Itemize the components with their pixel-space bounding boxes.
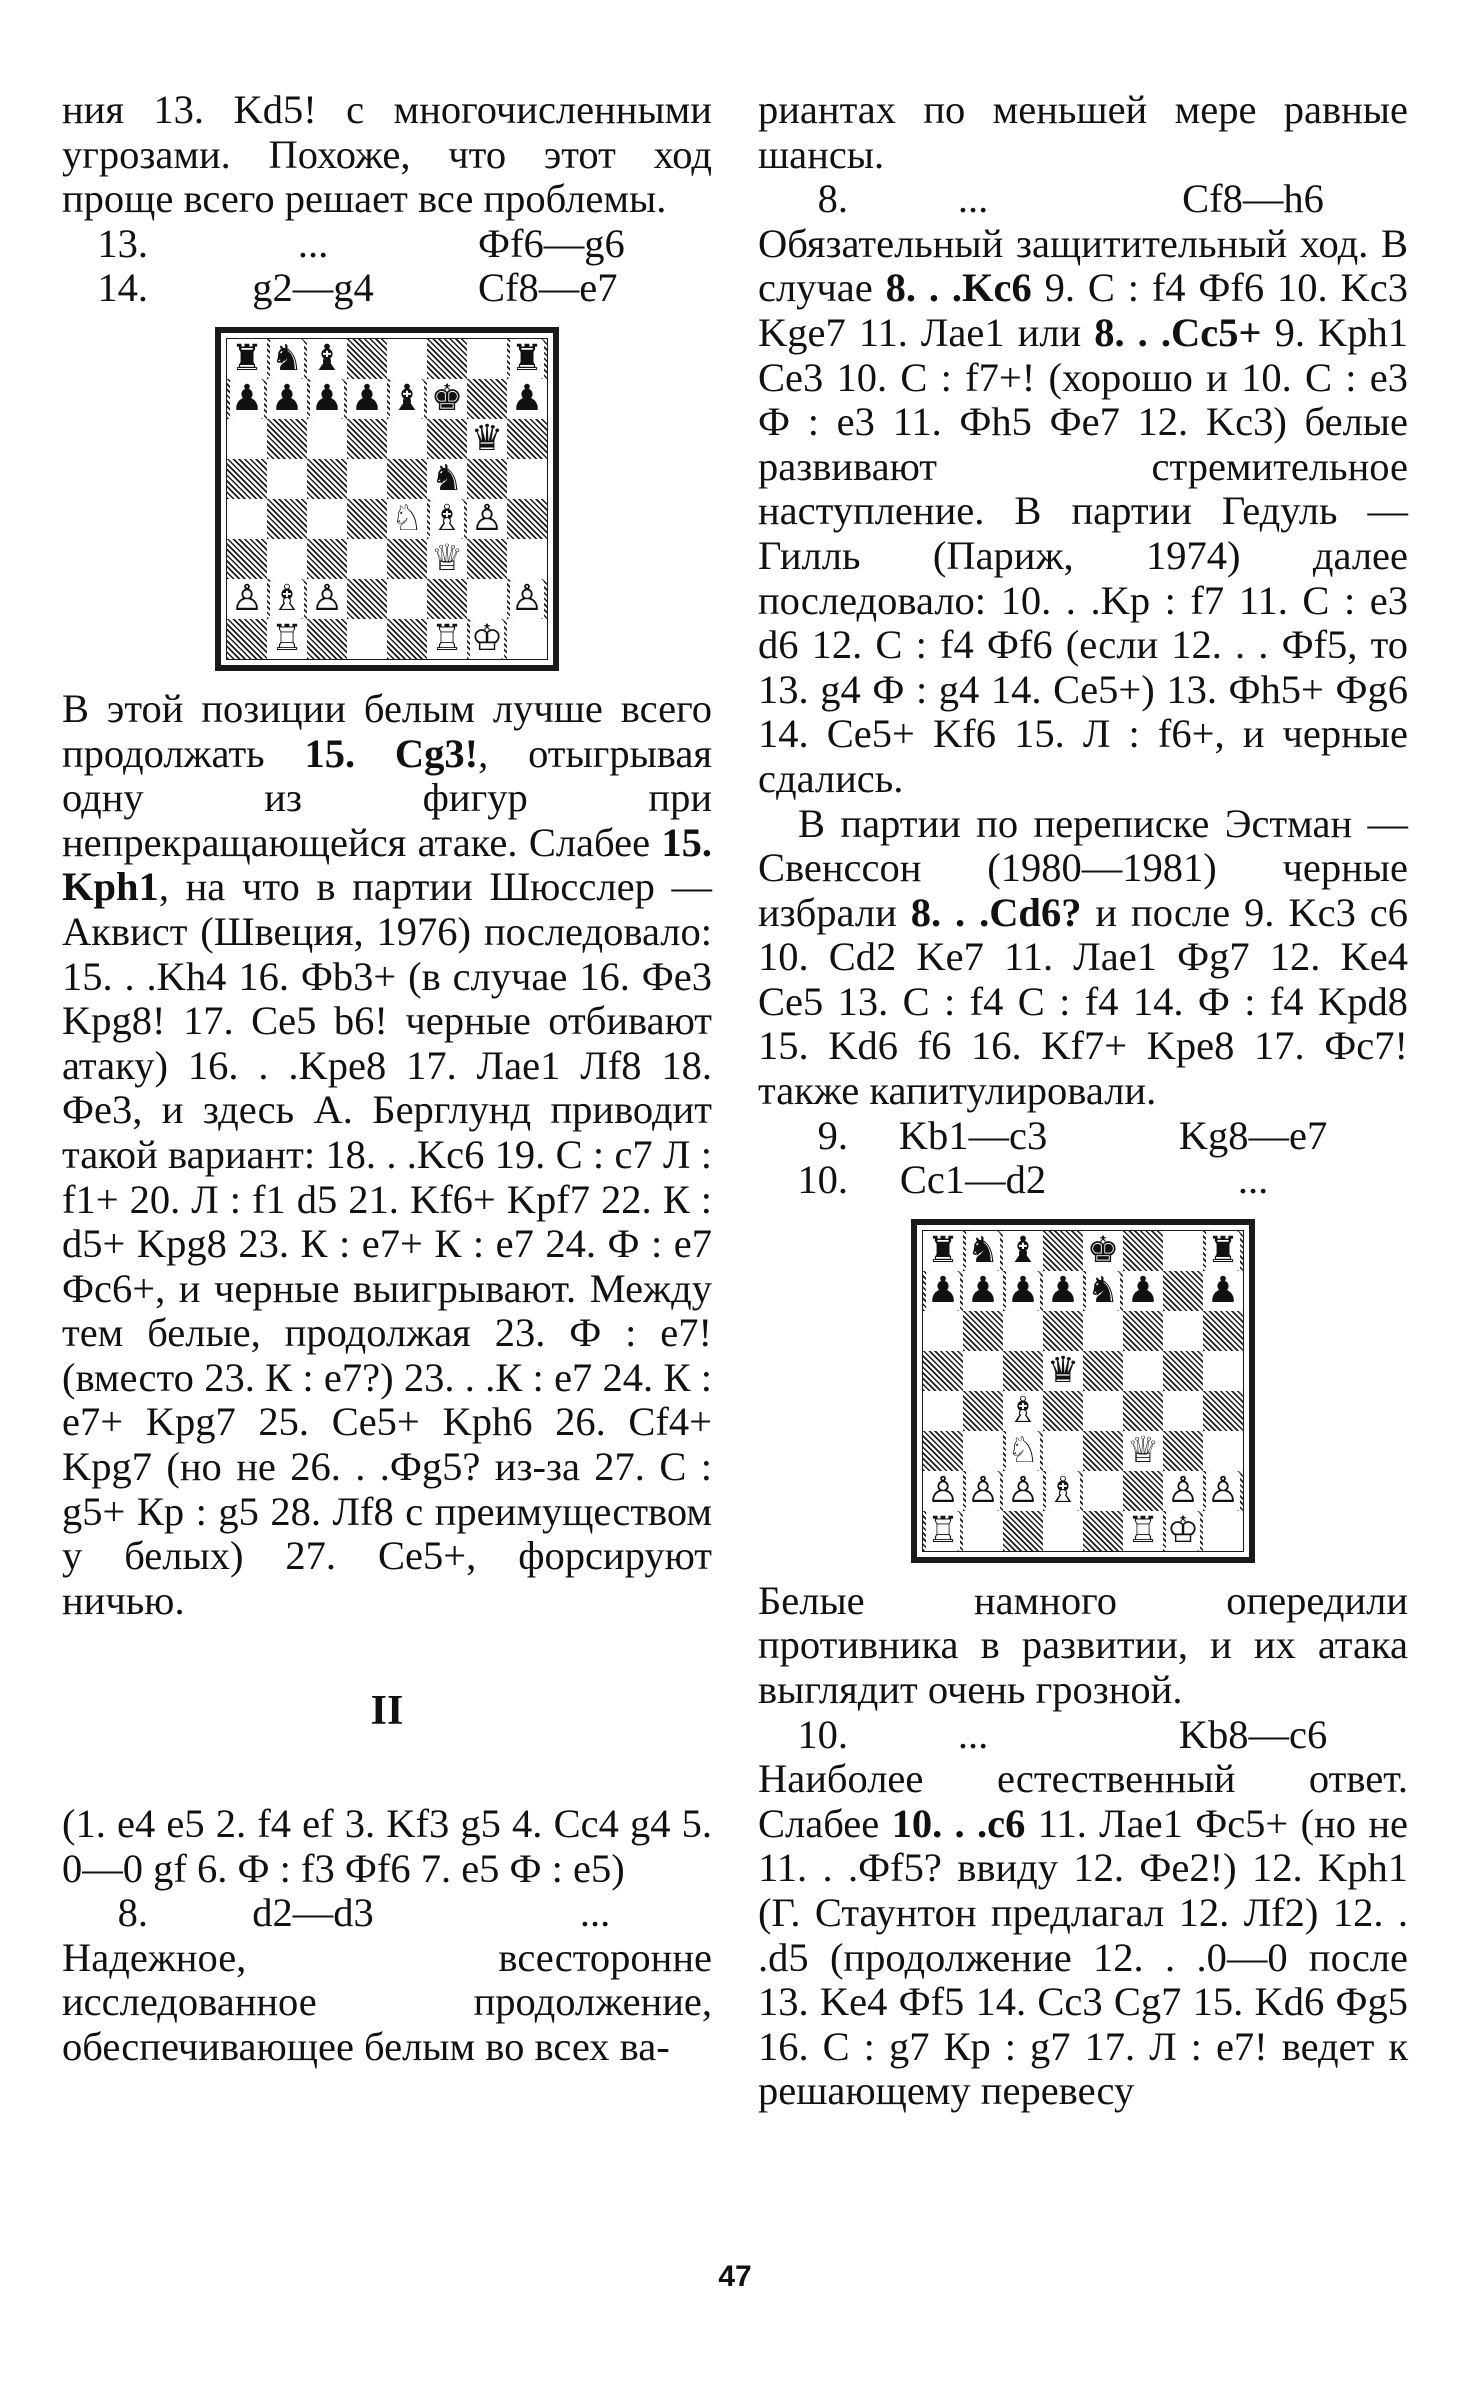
square-f2 xyxy=(427,579,467,619)
square-h7 xyxy=(507,379,547,419)
square-g1 xyxy=(467,619,507,659)
square-f3 xyxy=(1123,1431,1163,1471)
square-h1 xyxy=(1203,1511,1243,1551)
square-d6 xyxy=(1043,1311,1083,1351)
square-b3 xyxy=(267,539,307,579)
white-move: g2—g4 xyxy=(252,265,374,311)
square-d4 xyxy=(347,499,387,539)
square-g3 xyxy=(1163,1431,1203,1471)
square-g2 xyxy=(467,579,507,619)
square-a8 xyxy=(227,339,267,379)
text: и после 9. Kc3 c6 10. Cd2 Ke7 11. Лae1 Фg7 12. Ke4 Ce5 13. С : f4 С : f4 14. Ф : f4 Kpd8 15. Kd6 f6 16. Kf7+ Kpe8 17. Фc7! также капитулировали. xyxy=(758,889,1408,1114)
bold-move: 10. . .c6 xyxy=(891,1800,1026,1846)
square-f2 xyxy=(1123,1471,1163,1511)
square-b4 xyxy=(267,499,307,539)
square-a7 xyxy=(227,379,267,419)
square-e8 xyxy=(387,339,427,379)
black-queen-icon: ♛ xyxy=(1046,1349,1080,1391)
square-c1 xyxy=(1003,1511,1043,1551)
black-move: Kb8—c6 xyxy=(1178,1711,1328,1757)
square-f5 xyxy=(1123,1351,1163,1391)
text: 9. Kph1 Ce3 10. С : f7+! (хорошо и 10. С : e3 Ф : e3 11. Фh5 Фe7 12. Kc3) белые развивают стремительное наступление. В партии Гедуль — Гилль (Париж, 1974) далее последовало: 10. . .Kp : f7 11. С : e3 d6 12. С : f4 Фf6 (если 12. . . Фf5, то 13. g4 Ф : g4 14. Ce5+) 13. Фh5+ Фg6 14. Ce5+ Kf6 15. Л : f6+, и черные сдались. xyxy=(758,309,1409,801)
square-c4 xyxy=(1003,1391,1043,1431)
square-a1 xyxy=(923,1511,963,1551)
square-d1 xyxy=(347,619,387,659)
white-rook-icon: ♖ xyxy=(270,617,304,659)
white-pawn-icon: ♙ xyxy=(1166,1469,1200,1511)
black-pawn-icon: ♟ xyxy=(1006,1269,1040,1311)
square-c5 xyxy=(1003,1351,1043,1391)
section-heading: II xyxy=(370,1688,404,1735)
chess-diagram-wrap xyxy=(62,327,712,671)
square-e4 xyxy=(1083,1391,1123,1431)
square-b6 xyxy=(267,419,307,459)
white-pawn-icon: ♙ xyxy=(310,577,344,619)
square-h1 xyxy=(507,619,547,659)
bold-move: 15. Kph1 xyxy=(62,819,712,910)
square-f3 xyxy=(427,539,467,579)
square-g5 xyxy=(467,459,507,499)
square-c2 xyxy=(1003,1471,1043,1511)
square-b5 xyxy=(963,1351,1003,1391)
paragraph xyxy=(758,222,1408,802)
square-g5 xyxy=(1163,1351,1203,1391)
black-knight-icon: ♞ xyxy=(430,457,464,499)
chess-board xyxy=(226,338,548,660)
white-pawn-icon: ♙ xyxy=(230,577,264,619)
right-column xyxy=(758,88,1408,2114)
chess-board xyxy=(922,1230,1244,1552)
black-knight-icon: ♞ xyxy=(966,1229,1000,1271)
white-king-icon: ♔ xyxy=(470,617,504,659)
black-rook-icon: ♜ xyxy=(230,337,264,379)
square-f1 xyxy=(1123,1511,1163,1551)
text: Наиболее естественный ответ. Слабее xyxy=(758,1756,1408,1846)
square-e6 xyxy=(387,419,427,459)
bold-move: 8. . .Kc6 xyxy=(885,265,1032,311)
square-c6 xyxy=(307,419,347,459)
black-move: Kg8—e7 xyxy=(1178,1112,1328,1158)
square-d8 xyxy=(347,339,387,379)
white-queen-icon: ♕ xyxy=(430,537,464,579)
move-line xyxy=(758,1158,1408,1203)
square-c8 xyxy=(307,339,347,379)
paragraph: Надежное, всесторонне исследованное продолжение, обеспечивающее белым во всех ва- xyxy=(62,1934,712,2069)
square-f7 xyxy=(427,379,467,419)
square-c1 xyxy=(307,619,347,659)
white-pawn-icon: ♙ xyxy=(1006,1469,1040,1511)
square-d4 xyxy=(1043,1391,1083,1431)
square-h2 xyxy=(1203,1471,1243,1511)
black-move: ... xyxy=(579,1890,611,1936)
white-bishop-icon: ♗ xyxy=(1006,1389,1040,1431)
square-d7 xyxy=(1043,1271,1083,1311)
chess-diagram-1 xyxy=(215,327,559,671)
white-move: Kb1—c3 xyxy=(898,1112,1048,1158)
black-move: Cf8—h6 xyxy=(1182,176,1324,222)
white-knight-icon: ♘ xyxy=(390,497,424,539)
white-bishop-icon: ♗ xyxy=(1046,1469,1080,1511)
square-e6 xyxy=(1083,1311,1123,1351)
paragraph: Белые намного опередили противника в развитии, и их атака выглядит очень грозной. xyxy=(758,1577,1408,1713)
square-b5 xyxy=(267,459,307,499)
text: В этой позиции белым лучше всего продолжать xyxy=(62,685,712,776)
black-pawn-icon: ♟ xyxy=(1206,1269,1240,1311)
white-move: ... xyxy=(957,1711,989,1757)
square-g4 xyxy=(1163,1391,1203,1431)
white-rook-icon: ♖ xyxy=(430,617,464,659)
square-d7 xyxy=(347,379,387,419)
square-d2 xyxy=(347,579,387,619)
black-rook-icon: ♜ xyxy=(510,337,544,379)
move-number: 8. xyxy=(817,176,848,222)
black-move: Фf6—g6 xyxy=(478,220,625,266)
square-h4 xyxy=(1203,1391,1243,1431)
square-b6 xyxy=(963,1311,1003,1351)
black-pawn-icon: ♟ xyxy=(1126,1269,1160,1311)
black-queen-icon: ♛ xyxy=(470,417,504,459)
bold-move: 8. . .Cd6? xyxy=(910,889,1082,935)
square-e1 xyxy=(1083,1511,1123,1551)
square-f4 xyxy=(427,499,467,539)
paragraph: (1. e4 e5 2. f4 ef 3. Kf3 g5 4. Cc4 g4 5. 0—0 gf 6. Ф : f3 Фf6 7. e5 Ф : e5) xyxy=(62,1801,712,1891)
chess-diagram-2 xyxy=(911,1219,1255,1563)
black-pawn-icon: ♟ xyxy=(966,1269,1000,1311)
left-column xyxy=(62,88,712,2070)
white-pawn-icon: ♙ xyxy=(966,1469,1000,1511)
square-d8 xyxy=(1043,1231,1083,1271)
square-d5 xyxy=(1043,1351,1083,1391)
square-d3 xyxy=(1043,1431,1083,1471)
square-a2 xyxy=(923,1471,963,1511)
square-b8 xyxy=(963,1231,1003,1271)
square-e1 xyxy=(387,619,427,659)
square-f6 xyxy=(1123,1311,1163,1351)
square-g2 xyxy=(1163,1471,1203,1511)
square-d6 xyxy=(347,419,387,459)
square-h2 xyxy=(507,579,547,619)
black-king-icon: ♚ xyxy=(430,377,464,419)
square-e5 xyxy=(387,459,427,499)
white-move: d2—d3 xyxy=(252,1890,374,1936)
square-e8 xyxy=(1083,1231,1123,1271)
white-bishop-icon: ♗ xyxy=(430,497,464,539)
white-pawn-icon: ♙ xyxy=(510,577,544,619)
square-h5 xyxy=(507,459,547,499)
square-a1 xyxy=(227,619,267,659)
black-pawn-icon: ♟ xyxy=(310,377,344,419)
square-b1 xyxy=(267,619,307,659)
square-g1 xyxy=(1163,1511,1203,1551)
square-g7 xyxy=(1163,1271,1203,1311)
square-h3 xyxy=(1203,1431,1243,1471)
move-number: 13. xyxy=(97,220,148,266)
square-d3 xyxy=(347,539,387,579)
square-g8 xyxy=(467,339,507,379)
move-line xyxy=(62,222,712,267)
paragraph: риантах по меньшей мере равные шансы. xyxy=(758,87,1408,177)
paragraph xyxy=(62,687,712,1623)
square-e4 xyxy=(387,499,427,539)
square-h8 xyxy=(1203,1231,1243,1271)
square-g6 xyxy=(1163,1311,1203,1351)
square-b1 xyxy=(963,1511,1003,1551)
square-h5 xyxy=(1203,1351,1243,1391)
black-move: Cf8—e7 xyxy=(478,265,618,311)
paragraph xyxy=(758,1757,1408,2114)
white-move: ... xyxy=(297,220,329,266)
black-knight-icon: ♞ xyxy=(270,337,304,379)
square-c5 xyxy=(307,459,347,499)
square-d5 xyxy=(347,459,387,499)
square-e3 xyxy=(387,539,427,579)
black-pawn-icon: ♟ xyxy=(230,377,264,419)
square-f1 xyxy=(427,619,467,659)
square-c3 xyxy=(307,539,347,579)
square-b2 xyxy=(963,1471,1003,1511)
square-b8 xyxy=(267,339,307,379)
square-f8 xyxy=(1123,1231,1163,1271)
white-move: ... xyxy=(957,176,989,222)
text: 9. С : f4 Фf6 10. Kc3 Kge7 11. Лae1 или xyxy=(758,265,1408,355)
black-rook-icon: ♜ xyxy=(926,1229,960,1271)
text: 11. Лae1 Фc5+ (но не 11. . .Фf5? ввиду 12. Фe2!) 12. Kph1 (Г. Стаунтон предлагал 12. Лf2) 12. . .d5 (продолжение 12. . .0—0 после 13. Ke4 Фf5 14. Cc3 Cg7 15. Kd6 Фg5 16. С : g7 Кр : g7 17. Л : e7! ведет к решающему перевесу xyxy=(758,1800,1408,2114)
white-bishop-icon: ♗ xyxy=(270,577,304,619)
white-king-icon: ♔ xyxy=(1166,1509,1200,1551)
square-h8 xyxy=(507,339,547,379)
white-rook-icon: ♖ xyxy=(926,1509,960,1551)
move-number: 14. xyxy=(97,265,148,311)
square-f6 xyxy=(427,419,467,459)
square-a7 xyxy=(923,1271,963,1311)
black-knight-icon: ♞ xyxy=(1086,1269,1120,1311)
square-a6 xyxy=(923,1311,963,1351)
page-number: 47 xyxy=(718,2260,752,2293)
square-b7 xyxy=(963,1271,1003,1311)
square-c8 xyxy=(1003,1231,1043,1271)
square-f4 xyxy=(1123,1391,1163,1431)
square-a4 xyxy=(923,1391,963,1431)
move-line xyxy=(758,177,1408,222)
square-a6 xyxy=(227,419,267,459)
text: В партии по переписке Эстман — Свенссон (1980—1981) черные избрали xyxy=(758,800,1408,935)
black-bishop-icon: ♝ xyxy=(1006,1229,1040,1271)
white-pawn-icon: ♙ xyxy=(926,1469,960,1511)
white-rook-icon: ♖ xyxy=(1126,1509,1160,1551)
white-pawn-icon: ♙ xyxy=(470,497,504,539)
white-pawn-icon: ♙ xyxy=(1206,1469,1240,1511)
black-pawn-icon: ♟ xyxy=(510,377,544,419)
move-number: 10. xyxy=(797,1711,848,1757)
square-h3 xyxy=(507,539,547,579)
square-f7 xyxy=(1123,1271,1163,1311)
square-b2 xyxy=(267,579,307,619)
paragraph xyxy=(758,802,1408,1114)
white-knight-icon: ♘ xyxy=(1006,1429,1040,1471)
square-d1 xyxy=(1043,1511,1083,1551)
square-e2 xyxy=(387,579,427,619)
square-a2 xyxy=(227,579,267,619)
black-bishop-icon: ♝ xyxy=(390,377,424,419)
black-king-icon: ♚ xyxy=(1086,1229,1120,1271)
square-f5 xyxy=(427,459,467,499)
square-a5 xyxy=(923,1351,963,1391)
square-e5 xyxy=(1083,1351,1123,1391)
white-queen-icon: ♕ xyxy=(1126,1429,1160,1471)
black-pawn-icon: ♟ xyxy=(270,377,304,419)
square-h4 xyxy=(507,499,547,539)
square-b3 xyxy=(963,1431,1003,1471)
black-pawn-icon: ♟ xyxy=(350,377,384,419)
square-e3 xyxy=(1083,1431,1123,1471)
square-h7 xyxy=(1203,1271,1243,1311)
text: , на что в партии Шюсслер — Аквист (Швеция, 1976) последовало: 15. . .Kh4 16. Фb3+ (в случае 16. Фe3 Kpg8! 17. Ce5 b6! черные отбивают атаку) 16. . .Kpe8 17. Лae1 Лf8 18. Фe3, и здесь А. Берглунд приводит такой вариант: 18. . .Kc6 19. С : c7 Л : f1+ 20. Л : f1 d5 21. Kf6+ Kpf7 22. К : d5+ Kpg8 23. К : e7+ К : e7 24. Ф : e7 Фc6+, и черные выигрывают. Между тем белые, продолжая 23. Ф : e7! (вместо 23. К : e7?) 23. . .К : e7 24. К : e7+ Kpg7 25. Ce5+ Kph6 26. Cf4+ Kpg7 (но не 26. . .Фg5? из-за 27. С : g5+ Кр : g5 28. Лf8 с преимуществом у белых) 27. Ce5+, форсируют ничью. xyxy=(62,864,712,1623)
square-a4 xyxy=(227,499,267,539)
square-c6 xyxy=(1003,1311,1043,1351)
square-e2 xyxy=(1083,1471,1123,1511)
square-a3 xyxy=(923,1431,963,1471)
black-pawn-icon: ♟ xyxy=(1046,1269,1080,1311)
square-c2 xyxy=(307,579,347,619)
chess-diagram-wrap xyxy=(758,1219,1408,1563)
square-h6 xyxy=(1203,1311,1243,1351)
white-move: Cc1—d2 xyxy=(899,1157,1047,1203)
black-rook-icon: ♜ xyxy=(1206,1229,1240,1271)
bold-move: 8. . .Cc5+ xyxy=(1094,309,1262,355)
black-pawn-icon: ♟ xyxy=(926,1269,960,1311)
bold-move: 15. Cg3! xyxy=(304,730,479,776)
square-g8 xyxy=(1163,1231,1203,1271)
square-g3 xyxy=(467,539,507,579)
square-g4 xyxy=(467,499,507,539)
square-b7 xyxy=(267,379,307,419)
move-line xyxy=(758,1114,1408,1159)
square-c7 xyxy=(1003,1271,1043,1311)
square-a3 xyxy=(227,539,267,579)
square-a8 xyxy=(923,1231,963,1271)
square-e7 xyxy=(1083,1271,1123,1311)
move-line xyxy=(758,1713,1408,1758)
square-e7 xyxy=(387,379,427,419)
square-d2 xyxy=(1043,1471,1083,1511)
move-line xyxy=(62,266,712,311)
black-bishop-icon: ♝ xyxy=(310,337,344,379)
square-c4 xyxy=(307,499,347,539)
square-g7 xyxy=(467,379,507,419)
text: Обязательный защитительный ход. В случае xyxy=(758,220,1408,311)
move-number: 8. xyxy=(117,1890,148,1936)
square-c7 xyxy=(307,379,347,419)
square-c3 xyxy=(1003,1431,1043,1471)
square-f8 xyxy=(427,339,467,379)
square-b4 xyxy=(963,1391,1003,1431)
move-line xyxy=(62,1891,712,1936)
square-g6 xyxy=(467,419,507,459)
move-number: 9. xyxy=(817,1112,848,1158)
move-number: 10. xyxy=(797,1157,848,1203)
text: , отыгрывая одну из фигур при непрекращающейся атаке. Слабее xyxy=(62,730,712,865)
black-move: ... xyxy=(1237,1157,1269,1203)
square-a5 xyxy=(227,459,267,499)
square-h6 xyxy=(507,419,547,459)
paragraph: ния 13. Kd5! с многочисленными угрозами. Похоже, что этот ход проще всего решает все проблемы. xyxy=(62,87,712,222)
